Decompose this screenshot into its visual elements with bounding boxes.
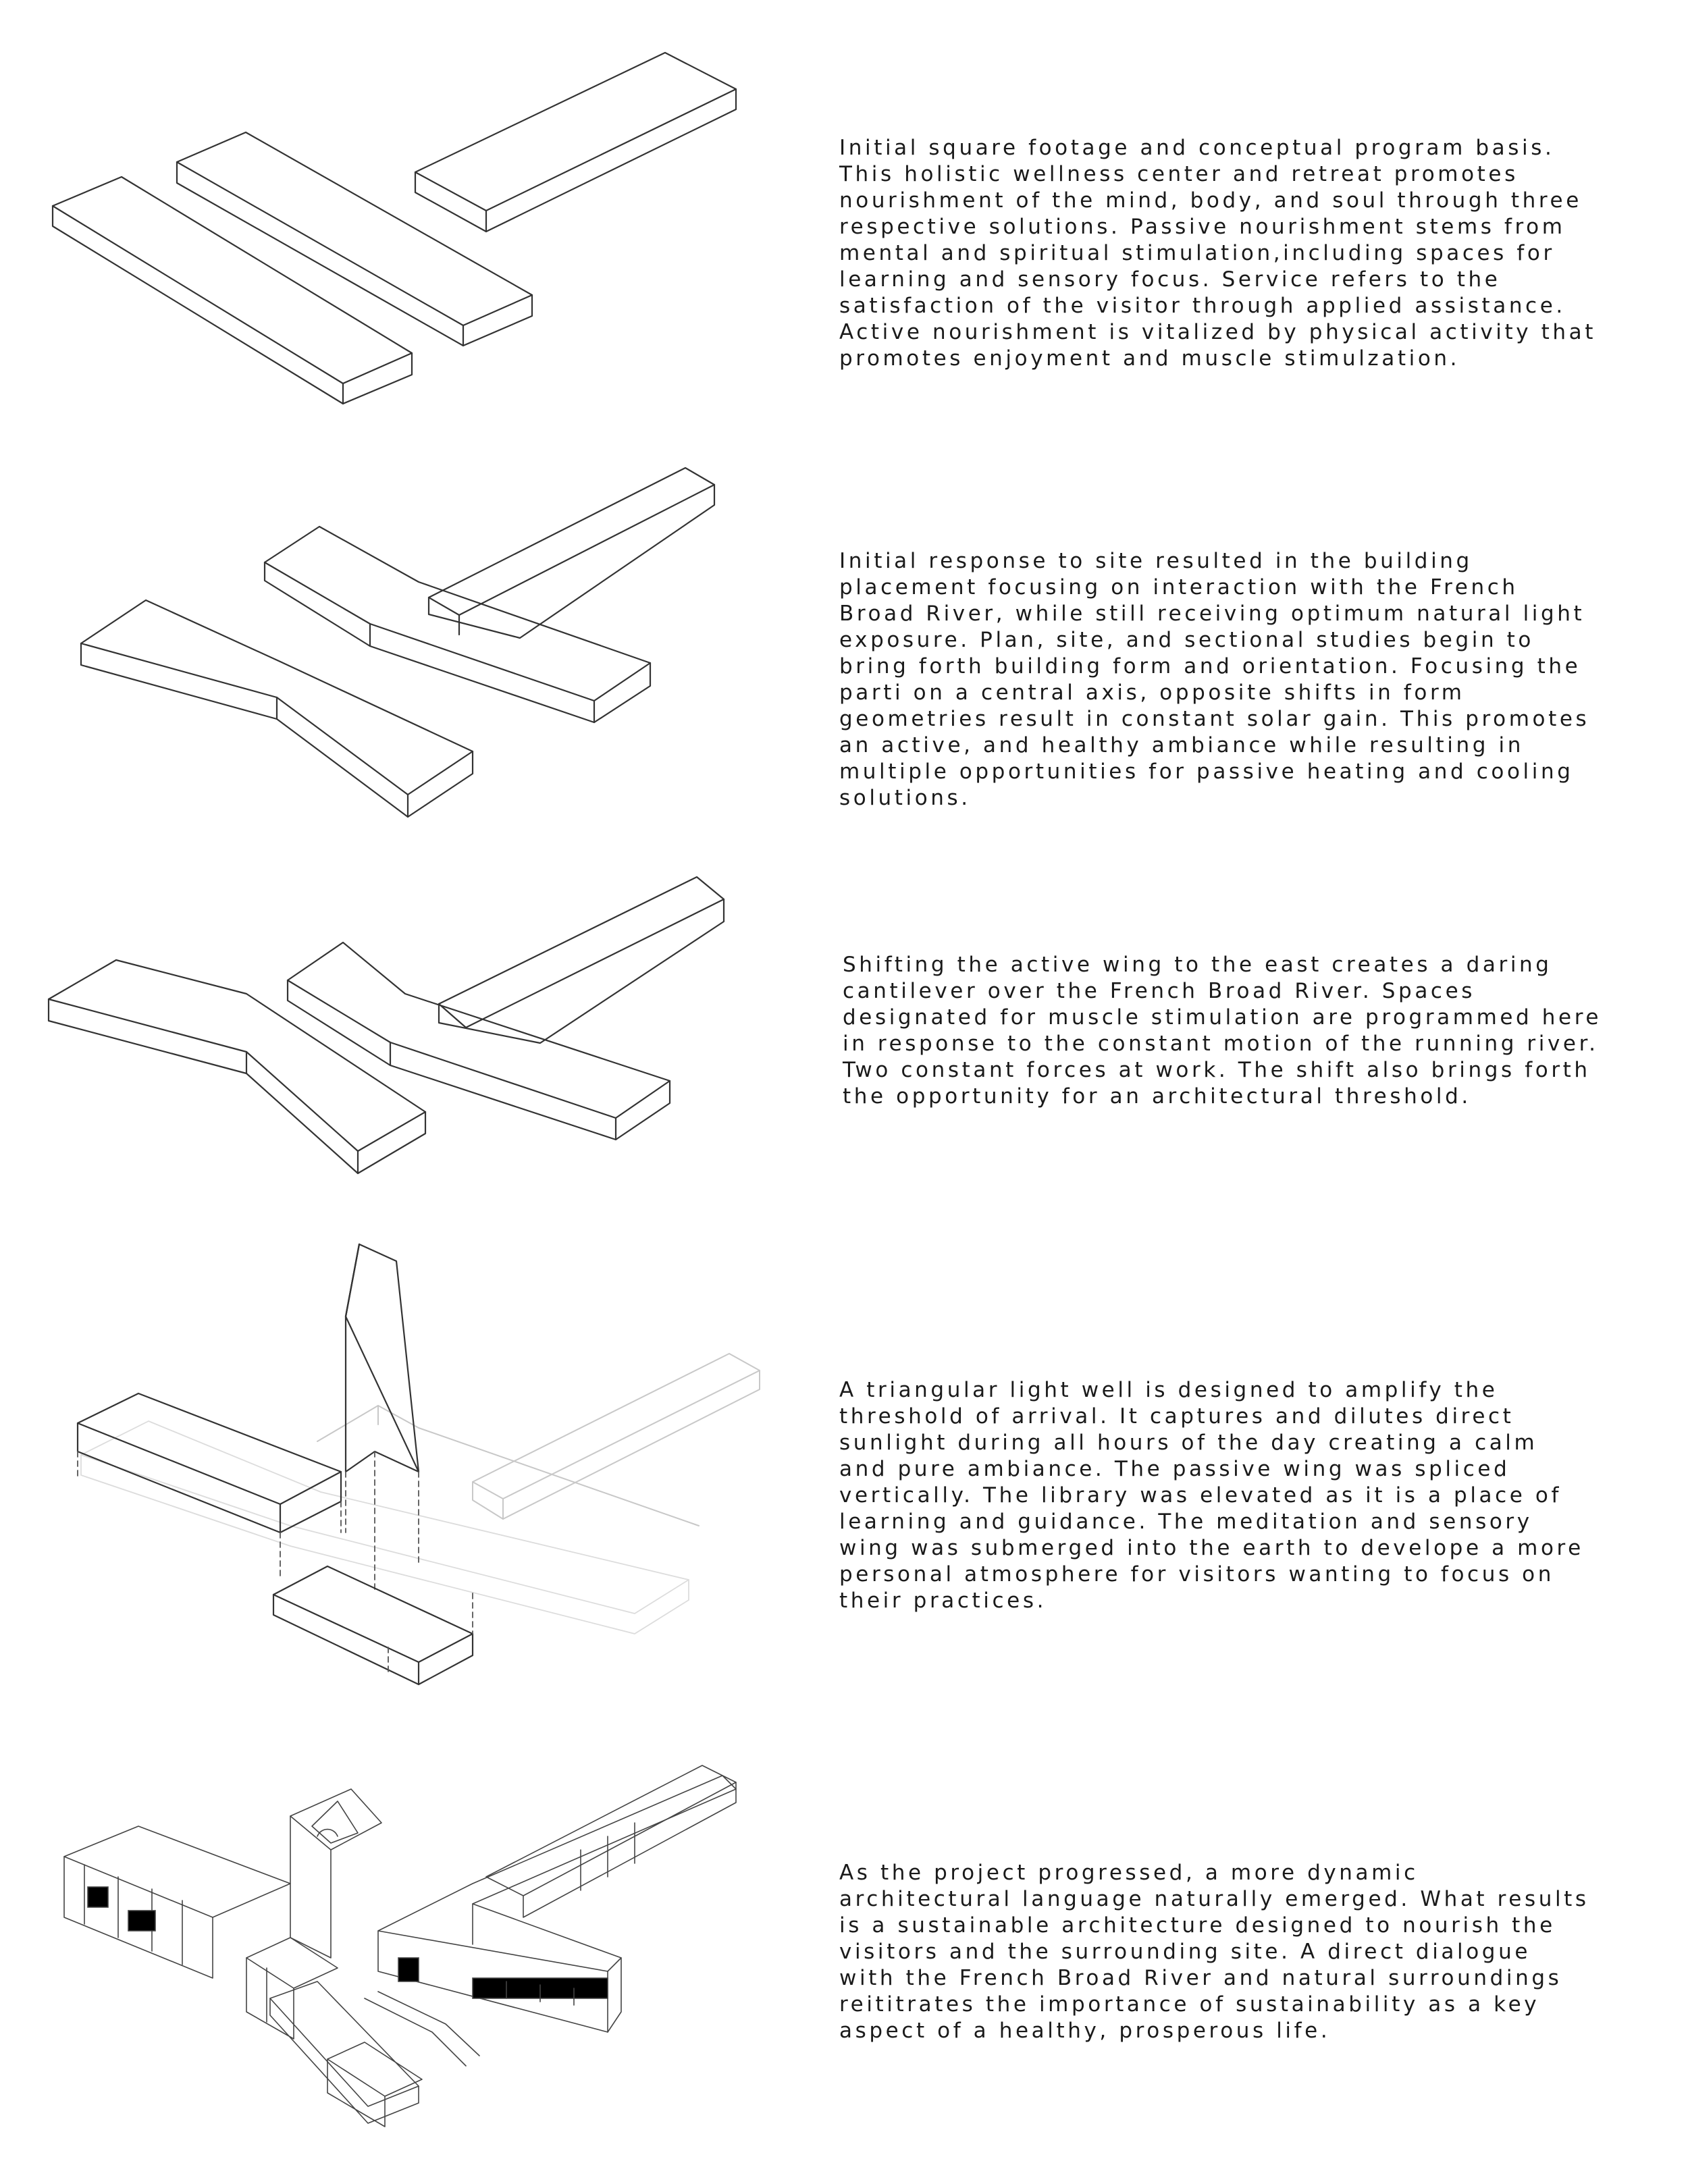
- diagram-step-5: [0, 1715, 1688, 2184]
- diagram-step-3: [0, 851, 1688, 1215]
- three-bars-axonometric: [0, 0, 810, 432]
- light-well-exploded-axonometric: [0, 1215, 810, 1715]
- step-5-caption: As the project progressed, a more dynamic architectural language naturally emerged. What results is a sustainable architecture designed to nourish the visitors and the surrounding site. A direct dialogue with the French Broad River and natural surroundings reititrates the importance of sustainability as a key aspect of a healthy, prosperous life.: [839, 1861, 1589, 2043]
- diagram-step-4: [0, 1215, 1688, 1715]
- shifted-form-axonometric: [0, 851, 810, 1215]
- diagram-step-1: [0, 0, 1688, 432]
- step-3-caption: Shifting the active wing to the east creates a daring cantilever over the French Broad River. Spaces designated for muscle stimulation are programmed here in response to the constant motion of the running river. Two constant forces at work. The shift also brings forth the opportunity for an architectural threshold.: [843, 953, 1602, 1109]
- step-1-caption: Initial square footage and conceptual program basis. This holistic wellness center and retreat promotes nourishment of the mind, body, and soul through three respective solutions. Passive nourishment stems from mental and spiritual stimulation,including spaces for learning and sensory focus. Service refers to the satisfaction of the visitor through applied assistance. Active nourishment is vitalized by physical activity that promotes enjoyment and muscle stimulzation.: [839, 136, 1597, 371]
- diagram-step-2: [0, 432, 1688, 851]
- step-2-caption: Initial response to site resulted in the building placement focusing on interaction with the French Broad River, while still receiving optimum natural light exposure. Plan, site, and sectional studies begin to bring forth building form and orientation. Focusing the parti on a central axis, opposite shifts in form geometries result in constant solar gain. This promotes an active, and healthy ambiance while resulting in multiple opportunities for passive heating and cooling solutions.: [839, 549, 1590, 810]
- step-4-caption: A triangular light well is designed to amplify the threshold of arrival. It captures and dilutes direct sunlight during all hours of the day creating a calm and pure ambiance. The passive wing was spliced vertically. The library was elevated as it is a place of learning and guidance. The meditation and sensory wing was submerged into the earth to develope a more personal atmosphere for visitors wanting to focus on their practices.: [839, 1378, 1584, 1613]
- crossed-form-axonometric: [0, 432, 810, 851]
- final-building-axonometric: [0, 1715, 810, 2184]
